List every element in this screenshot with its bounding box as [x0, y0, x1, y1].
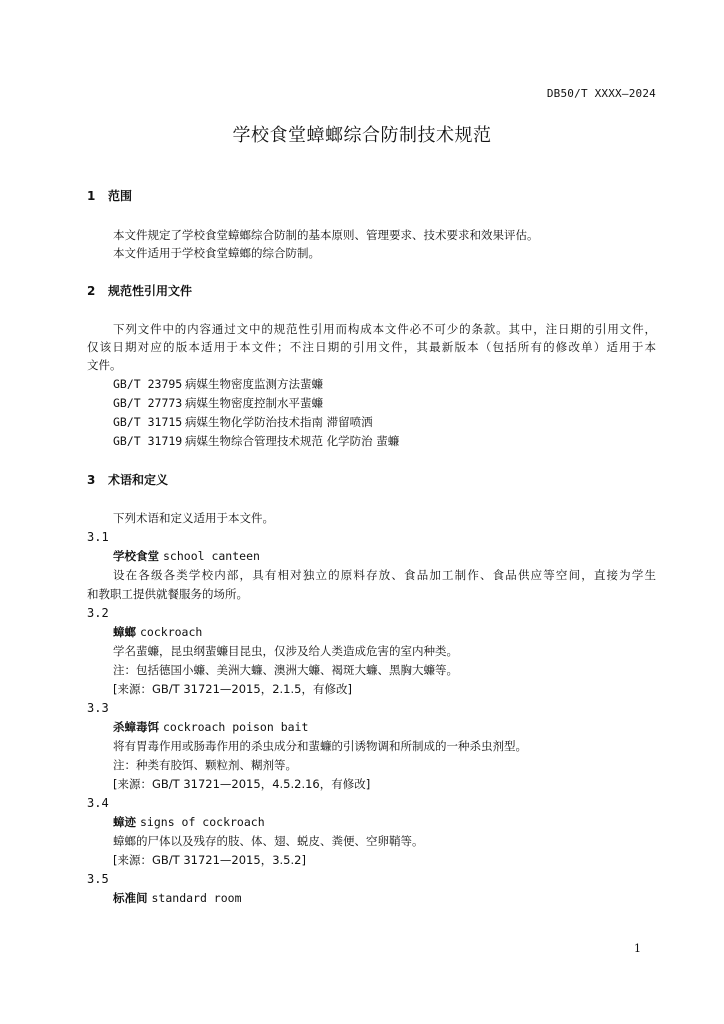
term-heading: [113, 625, 202, 639]
term-source: [来源：GB/T 31721—2015，2.1.5，有修改]: [113, 682, 352, 696]
term-english: standard room: [151, 891, 242, 905]
paragraph-line: 文件。: [87, 358, 122, 372]
term-english: school canteen: [163, 549, 260, 563]
term-source: [来源：GB/T 31721—2015，3.5.2]: [113, 853, 306, 867]
term-definition-line: 学名蜚蠊，昆虫纲蜚蠊目昆虫，仅涉及给人类造成危害的室内种类。: [113, 644, 458, 658]
term-heading: [113, 720, 308, 734]
section-heading-3: [87, 473, 168, 487]
term-definition-line: 蟑螂的尸体以及残存的肢、体、翅、蜕皮、粪便、空卵鞘等。: [113, 834, 424, 848]
term-name: 标准间: [113, 891, 148, 905]
section-title: 范围: [108, 189, 133, 203]
term-note: 注：包括德国小蠊、美洲大蠊、澳洲大蠊、褐斑大蠊、黑胸大蠊等。: [113, 663, 458, 677]
term-number: 3.1: [87, 530, 109, 544]
standard-code: DB50/T XXXX—2024: [546, 87, 656, 100]
paragraph: 本文件适用于学校食堂蟑螂的综合防制。: [113, 246, 320, 260]
reference-code: GB/T 31719: [113, 434, 183, 448]
section-title: 规范性引用文件: [108, 284, 193, 298]
term-name: 学校食堂: [113, 549, 159, 563]
term-definition-line: 和教职工提供就餐服务的场所。: [87, 587, 248, 601]
paragraph-line: 下列文件中的内容通过文中的规范性引用而构成本文件必不可少的条款。其中，注日期的引用文件，: [113, 322, 656, 336]
term-name: 杀蟑毒饵: [113, 720, 159, 734]
section-heading-2: [87, 284, 192, 298]
term-name: 蟑螂: [113, 625, 136, 639]
term-english: cockroach poison bait: [163, 720, 309, 734]
section-number: 2: [87, 284, 96, 298]
document-title: 学校食堂蟑螂综合防制技术规范: [232, 125, 492, 146]
term-number: 3.3: [87, 701, 109, 715]
term-heading: [113, 549, 260, 563]
term-name: 蟑迹: [113, 815, 136, 829]
section-title: 术语和定义: [108, 473, 169, 487]
reference-title: 病媒生物化学防治技术指南 滞留喷洒: [185, 415, 373, 429]
page-number: 1: [634, 942, 641, 955]
paragraph-line: 仅该日期对应的版本适用于本文件；不注日期的引用文件，其最新版本（包括所有的修改单）适用于本: [87, 340, 656, 354]
term-english: cockroach: [140, 625, 203, 639]
reference-code: GB/T 23795: [113, 377, 183, 391]
term-definition-line: 将有胃毒作用或肠毒作用的杀虫成分和蜚蠊的引诱物调和所制成的一种杀虫剂型。: [113, 739, 527, 753]
reference-code: GB/T 31715: [113, 415, 183, 429]
paragraph: 本文件规定了学校食堂蟑螂综合防制的基本原则、管理要求、技术要求和效果评估。: [113, 228, 539, 242]
term-definition-line: 设在各级各类学校内部，具有相对独立的原料存放、食品加工制作、食品供应等空间，直接为学生: [113, 568, 656, 582]
reference-code: GB/T 27773: [113, 396, 183, 410]
reference-item: [113, 396, 323, 410]
section-number: 3: [87, 473, 96, 487]
reference-title: 病媒生物密度控制水平蜚蠊: [185, 396, 323, 410]
term-english: signs of cockroach: [140, 815, 265, 829]
term-source: [来源：GB/T 31721—2015，4.5.2.16，有修改]: [113, 777, 371, 791]
term-note: 注：种类有胶饵、颗粒剂、糊剂等。: [113, 758, 297, 772]
term-number: 3.5: [87, 872, 109, 886]
term-heading: [113, 891, 242, 905]
term-number: 3.2: [87, 606, 109, 620]
reference-item: [113, 377, 323, 391]
reference-title: 病媒生物密度监测方法蜚蠊: [185, 377, 323, 391]
reference-title: 病媒生物综合管理技术规范 化学防治 蜚蠊: [185, 434, 400, 448]
paragraph: 下列术语和定义适用于本文件。: [113, 511, 274, 525]
term-heading: [113, 815, 265, 829]
section-heading-1: [87, 189, 132, 203]
term-number: 3.4: [87, 796, 109, 810]
section-number: 1: [87, 189, 96, 203]
reference-item: [113, 415, 373, 429]
reference-item: [113, 434, 399, 448]
